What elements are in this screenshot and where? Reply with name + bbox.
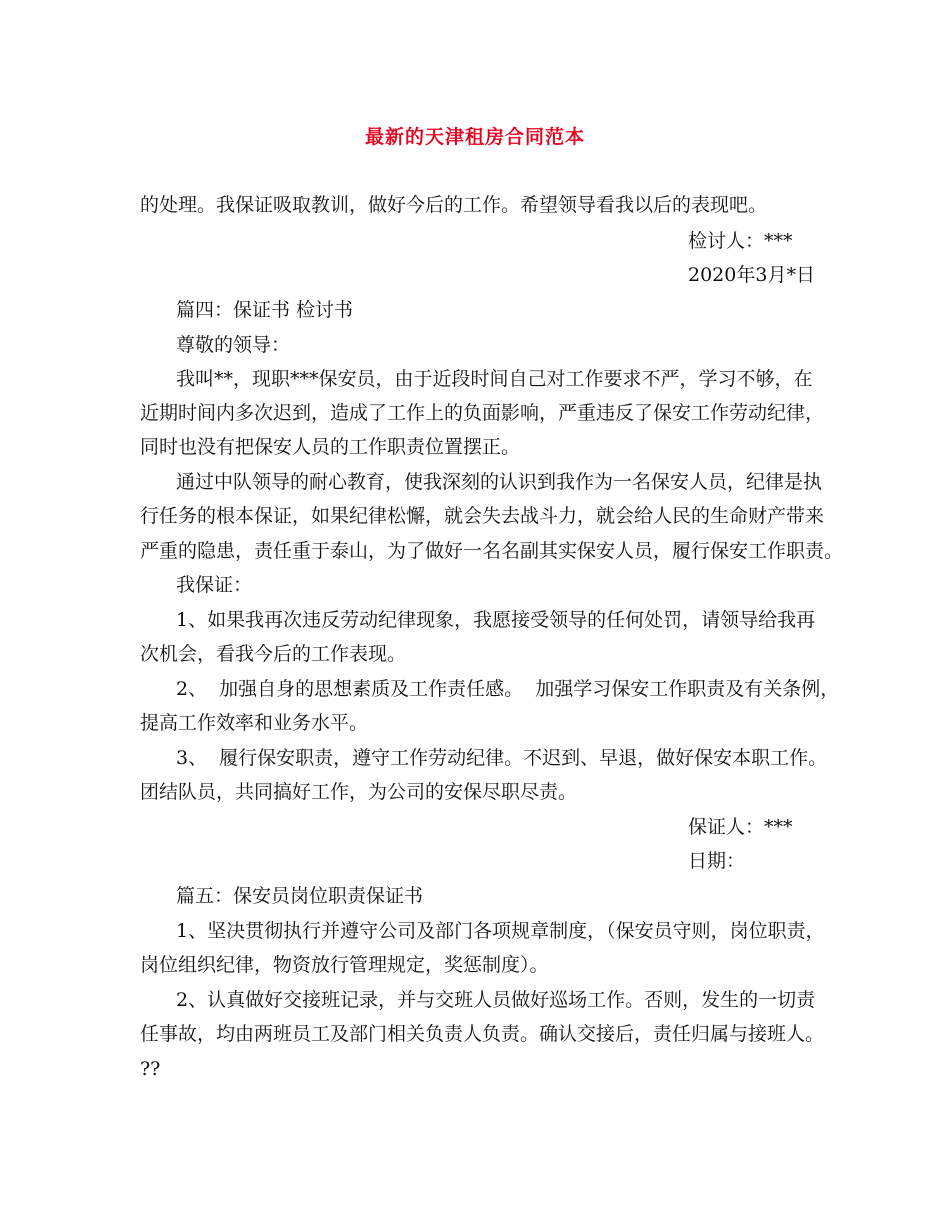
paragraph-line: 严重的隐患，责任重于泰山，为了做好一名名副其实保安人员，履行保安工作职责。 bbox=[140, 540, 844, 562]
section-heading: 篇五：保安员岗位职责保证书 bbox=[176, 885, 424, 907]
list-item: 1、坚决贯彻执行并遵守公司及部门各项规章制度，（保安员守则，岗位职责， bbox=[176, 920, 825, 942]
list-item: 岗位组织纪律，物资放行管理规定，奖惩制度）。 bbox=[140, 954, 549, 976]
section-heading: 篇四：保证书 检讨书 bbox=[176, 299, 354, 321]
list-item: 提高工作效率和业务水平。 bbox=[140, 712, 369, 734]
list-item: 任事故，均由两班员工及部门相关负责人负责。确认交接后，责任归属与接班人。 bbox=[140, 1023, 825, 1045]
salutation: 尊敬的领导： bbox=[176, 334, 291, 356]
list-item: 1、如果我再次违反劳动纪律现象，我愿接受领导的任何处罚，请领导给我再 bbox=[176, 609, 816, 631]
list-item: 3、 履行保安职责，遵守工作劳动纪律。不迟到、早退，做好保安本职工作。 bbox=[176, 747, 828, 769]
paragraph-line: 同时也没有把保安人员的工作职责位置摆正。 bbox=[140, 436, 521, 458]
trailing-marks: ?? bbox=[140, 1058, 161, 1080]
paragraph-line: 我保证： bbox=[176, 574, 253, 596]
list-item: 团结队员，共同搞好工作，为公司的安保尽职尽责。 bbox=[140, 781, 578, 803]
date-line: 日期： bbox=[688, 850, 746, 872]
signature-line: 保证人：*** bbox=[688, 816, 793, 838]
list-item: 2、认真做好交接班记录，并与交班人员做好巡场工作。否则，发生的一切责 bbox=[176, 989, 816, 1011]
list-item: 次机会，看我今后的工作表现。 bbox=[140, 643, 407, 665]
signature-line: 检讨人：*** bbox=[688, 230, 793, 252]
document-title: 最新的天津租房合同范本 bbox=[364, 126, 585, 148]
paragraph-line: 近期时间内多次迟到，造成了工作上的负面影响，严重违反了保安工作劳动纪律， bbox=[140, 402, 825, 424]
date-line: 2020年3月*日 bbox=[688, 264, 815, 286]
paragraph-line: 的处理。我保证吸取教训，做好今后的工作。希望领导看我以后的表现吧。 bbox=[140, 194, 768, 216]
list-item: 2、 加强自身的思想素质及工作责任感。 加强学习保安工作职责及有关条例， bbox=[176, 678, 840, 700]
paragraph-line: 我叫**，现职***保安员，由于近段时间自己对工作要求不严，学习不够，在 bbox=[176, 368, 813, 390]
paragraph-line: 行任务的根本保证，如果纪律松懈，就会失去战斗力，就会给人民的生命财产带来 bbox=[140, 505, 825, 527]
paragraph-line: 通过中队领导的耐心教育，使我深刻的认识到我作为一名保安人员，纪律是执 bbox=[176, 471, 823, 493]
